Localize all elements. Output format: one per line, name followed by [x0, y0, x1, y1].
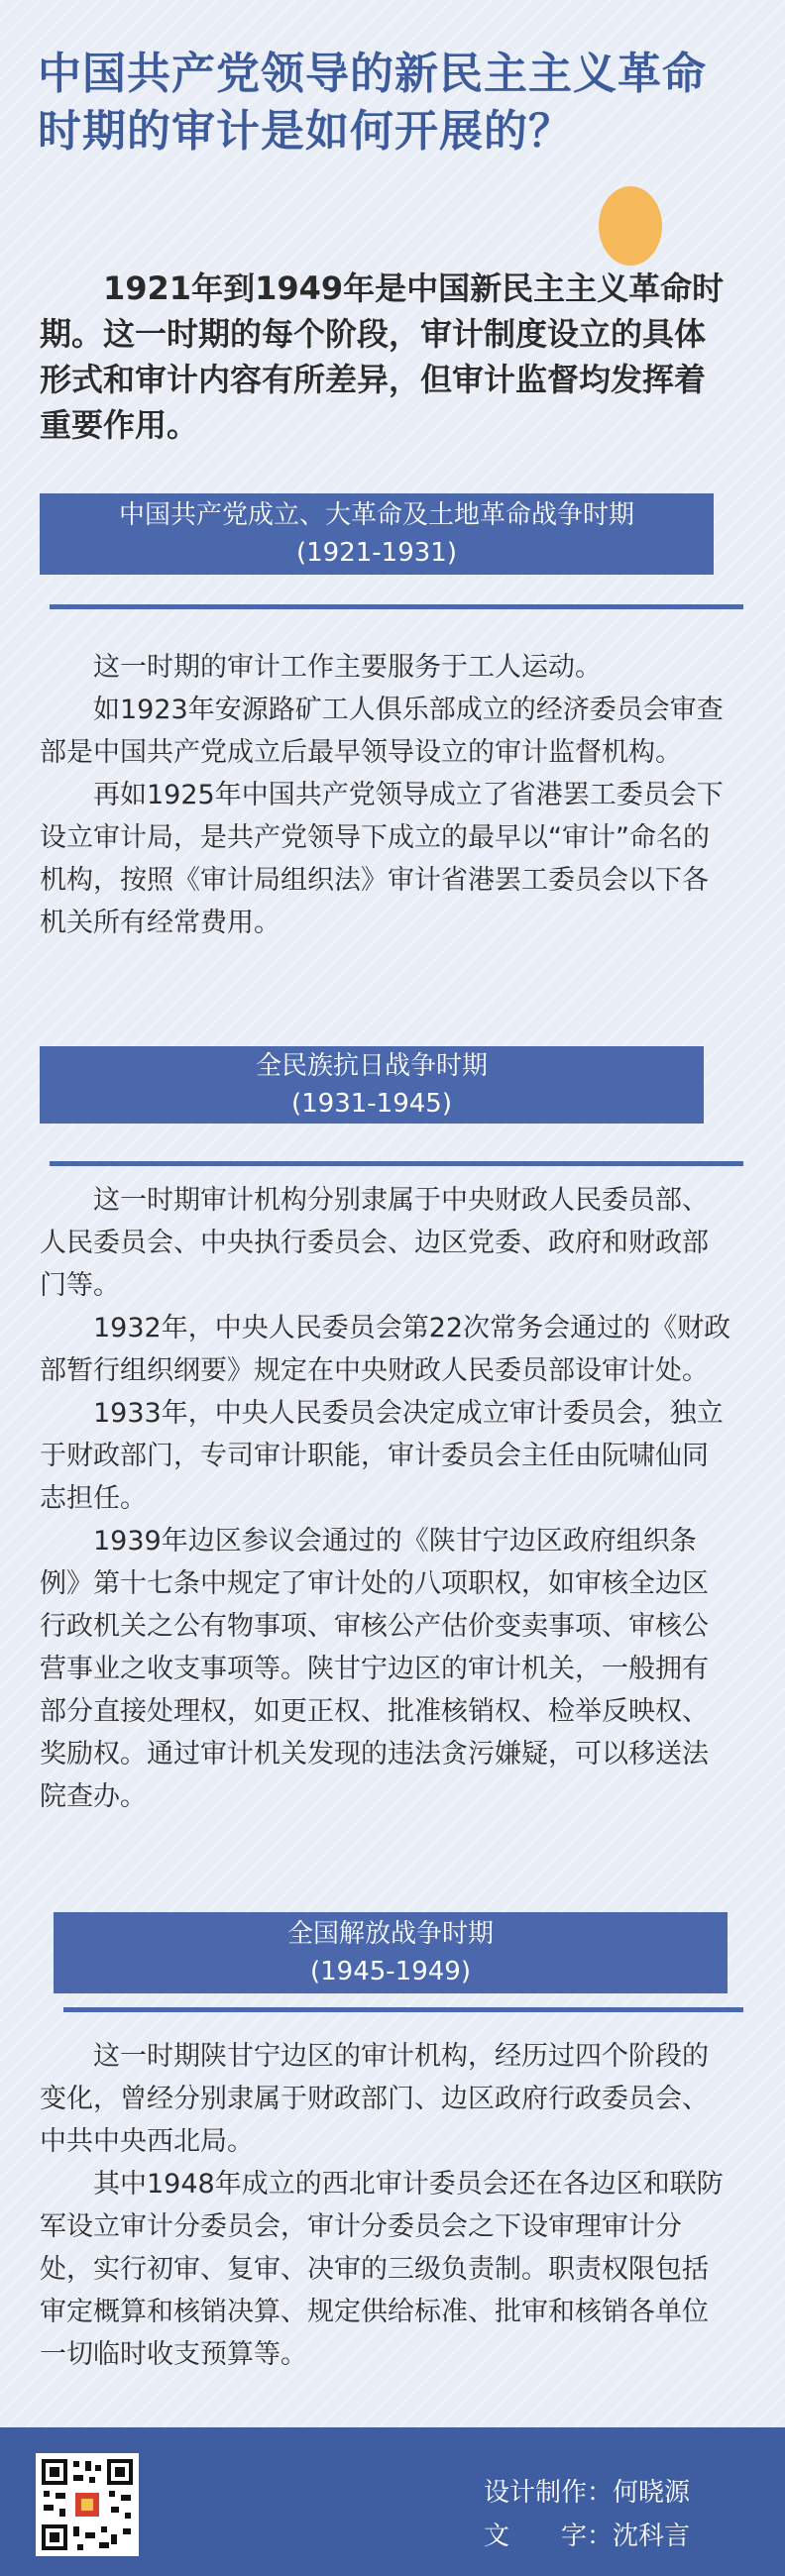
credit-text [484, 2515, 761, 2558]
credit-text-label: 文 字： [484, 2522, 614, 2551]
intro-paragraph: 1921年到1949年是中国新民主主义革命时期。这一时期的每个阶段，审计制度设立的具体形式和审计内容有所差异，但审计监督均发挥着重要作用。 [40, 269, 725, 444]
section-2-heading: 全民族抗日战争时期 [255, 1051, 488, 1081]
section-3-paragraph: 这一时期陕甘宁边区的审计机构，经历过四个阶段的变化，曾经分别隶属于财政部门、边区政府行政委员会、中共中央西北局。 [40, 2041, 709, 2157]
credit-design-label: 设计制作： [484, 2478, 614, 2508]
section-1-paragraph: 再如1925年中国共产党领导成立了省港罢工委员会下设立审计局，是共产党领导下成立的最早以“审计”命名的机构，按照《审计局组织法》审计省港罢工委员会以下各机关所有经常费用。 [40, 780, 724, 938]
section-1-divider [50, 604, 743, 609]
credits [484, 2471, 761, 2558]
section-3-divider [63, 2007, 743, 2012]
section-2-paragraph: 1932年，中央人民委员会第22次常务会通过的《财政部暂行组织纲要》规定在中央财政人民委员部设审计处。 [40, 1313, 731, 1386]
section-3-body [40, 2035, 733, 2376]
sun-decoration [599, 186, 662, 266]
section-1-heading-band [40, 493, 714, 575]
section-2-paragraph: 1933年，中央人民委员会决定成立审计委员会，独立于财政部门，专司审计职能，审计委员会主任由阮啸仙同志担任。 [40, 1398, 724, 1514]
section-2-heading-band [40, 1046, 704, 1124]
section-1-body [40, 646, 733, 944]
section-2-divider [50, 1161, 743, 1166]
section-3-heading: 全国解放战争时期 [286, 1919, 494, 1949]
section-2-body [40, 1179, 733, 1818]
credit-design-name: 何晓源 [613, 2478, 691, 2508]
section-3-years: (1945-1949) [309, 1957, 471, 1986]
qr-code-icon [40, 2457, 135, 2552]
section-1-paragraph: 这一时期的审计工作主要服务于工人运动。 [93, 652, 602, 683]
section-1-paragraph: 如1923年安源路矿工人俱乐部成立的经济委员会审查部是中国共产党成立后最早领导设立的审计监督机构。 [40, 695, 724, 768]
page-title: 中国共产党领导的新民主主义革命时期的审计是如何开展的？ [38, 49, 707, 157]
section-2-paragraph: 1939年边区参议会通过的《陕甘宁边区政府组织条例》第十七条中规定了审计处的八项职权，如审核全边区行政机关之公有物事项、审核公产估价变卖事项、审核公营事业之收支事项等。陕甘宁边区的审计机关，一般拥有部分直接处理权，如更正权、批准核销权、检举反映权、奖励权。通过审计机关发现的违法贪污嫌疑，可以移送法院查办。 [40, 1526, 709, 1812]
credit-design [484, 2471, 761, 2515]
qr-code[interactable] [36, 2453, 139, 2556]
section-1-heading: 中国共产党成立、大革命及土地革命战争时期 [118, 500, 634, 530]
section-1-years: (1921-1931) [295, 538, 457, 568]
section-3-heading-band [54, 1912, 728, 1993]
section-3-paragraph: 其中1948年成立的西北审计委员会还在各边区和联防军设立审计分委员会，审计分委员会之下设审理审计分处，实行初审、复审、决审的三级负责制。职责权限包括审定概算和核销决算、规定供给标准、批审和核销各单位一切临时收支预算等。 [40, 2169, 724, 2370]
section-2-years: (1931-1945) [290, 1089, 452, 1119]
credit-text-name: 沈科言 [613, 2522, 691, 2551]
section-2-paragraph: 这一时期审计机构分别隶属于中央财政人民委员部、人民委员会、中央执行委员会、边区党委、政府和财政部门等。 [40, 1185, 709, 1301]
